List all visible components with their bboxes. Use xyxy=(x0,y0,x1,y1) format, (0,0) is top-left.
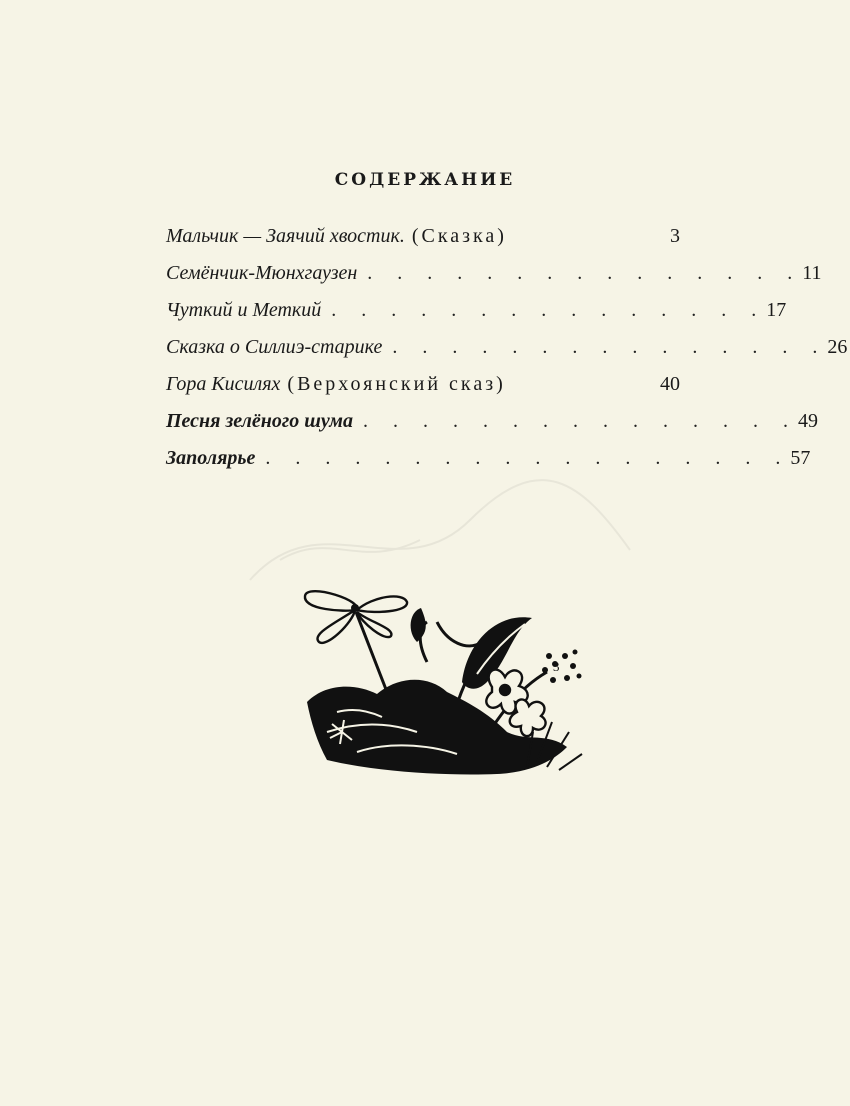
leader-dots: . . . . . . . . . . . . . . . xyxy=(331,299,767,321)
toc-entry-page: 11 xyxy=(802,262,822,284)
toc-entry-subtitle: (Сказка) xyxy=(411,225,507,247)
dragonfly-flowers-vignette-icon xyxy=(297,582,587,777)
toc-entry[interactable] xyxy=(166,299,787,336)
toc-entry-title: Семёнчик-Мюнхгаузен xyxy=(166,262,358,284)
leader-dots: . . . . . . . . . . . . . . . . . . xyxy=(265,447,791,469)
page-title: СОДЕРЖАНИЕ xyxy=(334,170,516,190)
toc-entry-page: 40 xyxy=(660,373,680,395)
toc-entry[interactable] xyxy=(166,336,848,373)
leader-dots: . . . . . . . . . . . . . . . xyxy=(392,336,828,358)
toc-entry-title: Гора Кисилях xyxy=(166,373,281,395)
toc-entry[interactable] xyxy=(166,225,680,262)
toc-entry-page: 57 xyxy=(790,447,811,469)
bleed-through-text xyxy=(232,74,237,162)
toc-entry-title: Чуткий и Меткий xyxy=(166,299,322,321)
vignette-page-number: 3 xyxy=(553,659,560,674)
leader-dots: . . . . . . . . . . . . . . . xyxy=(363,410,799,432)
toc-entry[interactable] xyxy=(166,410,819,447)
toc-entry-page: 3 xyxy=(670,225,680,247)
toc-entry-title: Песня зелёного шума xyxy=(166,410,354,432)
toc-entry-title: Сказка о Силлиэ-старике xyxy=(166,336,383,358)
table-of-contents xyxy=(166,225,848,484)
toc-entry[interactable] xyxy=(166,447,811,484)
toc-entry[interactable] xyxy=(166,262,822,299)
toc-entry[interactable] xyxy=(166,373,680,410)
toc-entry-title: Мальчик — Заячий хвостик. xyxy=(166,225,405,247)
toc-entry-page: 26 xyxy=(827,336,848,358)
toc-entry-page: 17 xyxy=(766,299,787,321)
toc-entry-title: Заполярье xyxy=(166,447,256,469)
leader-dots: . . . . . . . . . . . . . . . xyxy=(367,262,803,284)
toc-entry-subtitle: (Верхоянский сказ) xyxy=(287,373,506,395)
toc-entry-page: 49 xyxy=(798,410,819,432)
